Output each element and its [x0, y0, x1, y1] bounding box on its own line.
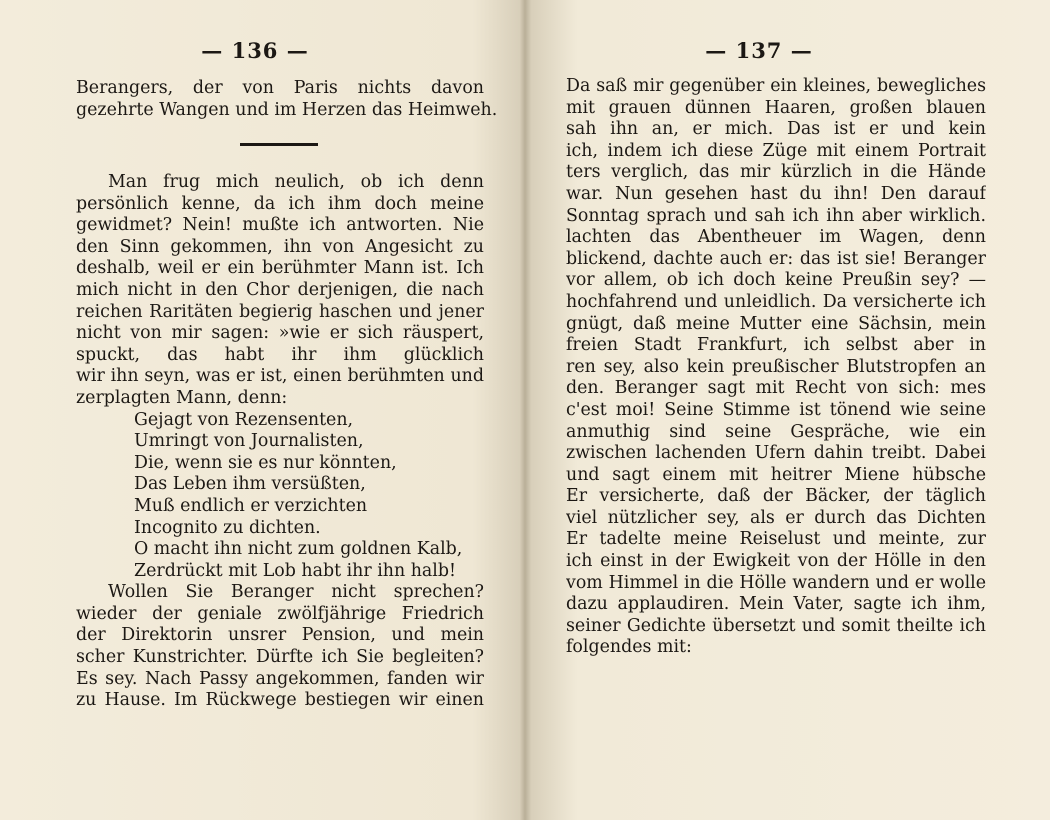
- text-line: Er versicherte, daß der Bäcker, der täglich: [566, 486, 986, 507]
- text-line: gezehrte Wangen und im Herzen das Heimweh.: [76, 99, 498, 120]
- verse-line: Die, wenn sie es nur könnten,: [134, 452, 397, 473]
- text-line: ich, indem ich diese Züge mit einem Portrait: [566, 140, 986, 161]
- text-line: und sagt einem mit heitrer Miene hübsche: [566, 464, 986, 485]
- text-line: scher Kunstrichter. Dürfte ich Sie begleiten?: [76, 647, 484, 668]
- text-line: zerplagten Mann, denn:: [76, 387, 288, 408]
- text-line: Man frug mich neulich, ob ich denn: [108, 172, 484, 192]
- text-line: Sonntag sprach und sah ich ihn aber wirklich.: [566, 205, 986, 226]
- verse-line: Incognito zu dichten.: [134, 517, 321, 538]
- text-line: zu Hause. Im Rückwege bestiegen wir einen: [76, 690, 484, 711]
- verse-line: Gejagt von Rezensenten,: [134, 409, 354, 430]
- text-line: Berangers, der von Paris nichts davon: [76, 78, 484, 98]
- page-number-136: — 136 —: [201, 38, 309, 63]
- text-line: war. Nun gesehen hast du ihn! Den darauf: [566, 183, 986, 204]
- text-line: zwischen lachenden Ufern dahin treibt. Dabei: [566, 443, 986, 464]
- text-line: vor allem, ob ich doch keine Preußin sey? —: [566, 270, 986, 291]
- right-body-paragraph: [566, 76, 986, 659]
- verse-line: O macht ihn nicht zum goldnen Kalb,: [134, 539, 463, 560]
- section-divider: [240, 143, 318, 146]
- text-line: seiner Gedichte übersetzt und somit theilte ich: [566, 615, 986, 636]
- text-line: c'est moi! Seine Stimme ist tönend wie seine: [566, 399, 986, 420]
- text-line: anmuthig sind seine Gespräche, wie ein: [566, 421, 986, 442]
- text-line: deshalb, weil er ein berühmter Mann ist. Ich: [76, 258, 484, 279]
- left-page: [0, 0, 522, 820]
- text-line: wieder der geniale zwölfjährige Friedrich: [76, 603, 484, 624]
- text-line: der Direktorin unsrer Pension, und mein: [76, 625, 484, 646]
- text-line: gnügt, daß meine Mutter eine Sächsin, mein: [566, 313, 986, 334]
- verse-line: Das Leben ihm versüßten,: [134, 474, 366, 495]
- text-line: viel nützlicher sey, als er durch das Dichten: [566, 507, 986, 528]
- verse-line: Zerdrückt mit Lob habt ihr ihn halb!: [134, 560, 456, 581]
- text-line: dazu applaudiren. Mein Vater, sagte ich ihm,: [566, 594, 986, 615]
- verse-line: Umringt von Journalisten,: [134, 431, 364, 452]
- text-line: blickend, dachte auch er: das ist sie! Beranger: [566, 248, 986, 269]
- text-line: nicht von mir sagen: »wie er sich räuspert,: [76, 323, 484, 344]
- text-line: den Sinn gekommen, ihn von Angesicht zu: [76, 236, 484, 257]
- left-top-paragraph: [76, 78, 498, 121]
- text-line: persönlich kenne, da ich ihm doch meine: [76, 193, 484, 214]
- text-line: freien Stadt Frankfurt, ich selbst aber in: [566, 335, 986, 356]
- text-line: wir ihn seyn, was er ist, einen berühmten und: [76, 366, 484, 387]
- text-line: sah ihn an, er mich. Das ist er und kein: [566, 119, 986, 140]
- text-line: lachten das Abentheuer im Wagen, denn: [566, 227, 986, 248]
- text-line: ters verglich, das mir kürzlich in die Hände: [566, 162, 986, 183]
- text-line: Wollen Sie Beranger nicht sprechen?: [108, 582, 484, 603]
- left-body-paragraph: [76, 172, 484, 712]
- text-line: ren sey, also kein preußischer Blutstropfen an: [566, 356, 986, 377]
- text-line: folgendes mit:: [566, 637, 692, 658]
- text-line: Es sey. Nach Passy angekommen, fanden wir: [76, 668, 484, 689]
- text-line: hochfahrend und unleidlich. Da versicherte ich: [566, 291, 986, 312]
- text-line: mit grauen dünnen Haaren, großen blauen: [566, 97, 986, 118]
- text-line: den. Beranger sagt mit Recht von sich: mes: [566, 378, 986, 399]
- text-line: reichen Raritäten begierig haschen und jener: [76, 301, 484, 322]
- verse-line: Muß endlich er verzichten: [134, 495, 368, 516]
- text-line: vom Himmel in die Hölle wandern und er wolle: [566, 572, 986, 593]
- text-line: spuckt, das habt ihr ihm glücklich: [76, 344, 484, 365]
- right-page: [528, 0, 1050, 820]
- text-line: Da saß mir gegenüber ein kleines, bewegliches: [566, 76, 986, 96]
- text-line: Er tadelte meine Reiselust und meinte, zur: [566, 529, 986, 550]
- text-line: ich einst in der Ewigkeit von der Hölle in den: [566, 551, 986, 572]
- text-line: mich nicht in den Chor derjenigen, die nach: [76, 279, 484, 300]
- page-number-137: — 137 —: [705, 38, 813, 63]
- text-line: gewidmet? Nein! mußte ich antworten. Nie: [76, 215, 484, 236]
